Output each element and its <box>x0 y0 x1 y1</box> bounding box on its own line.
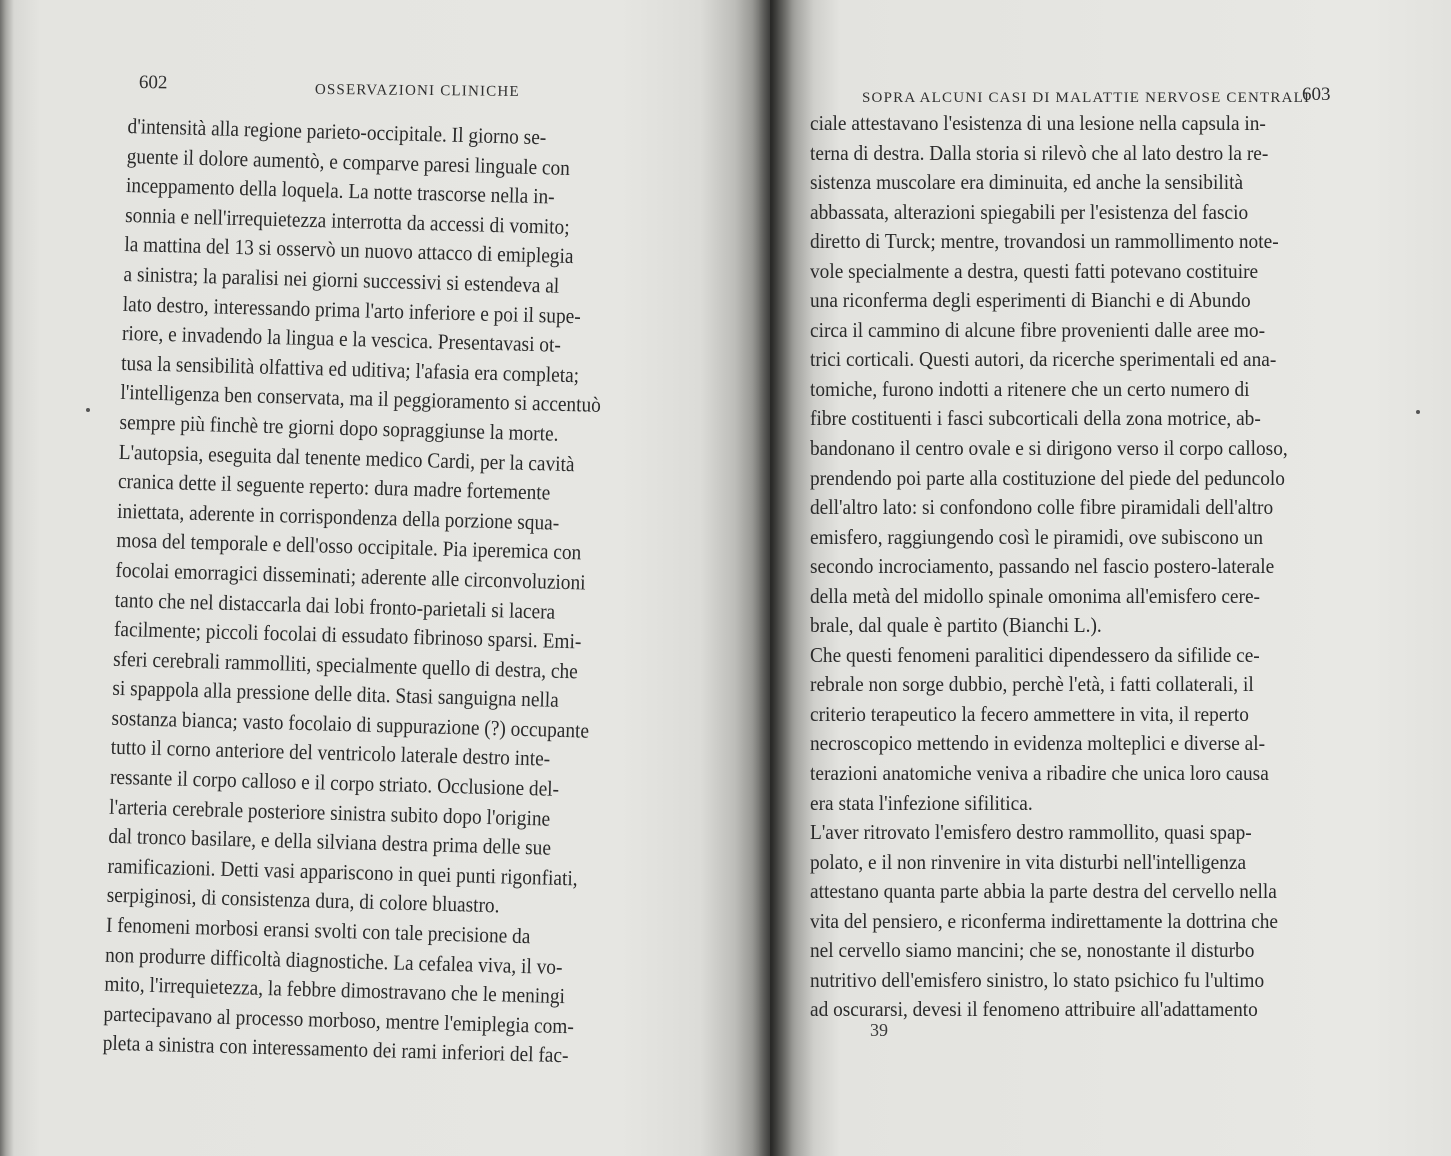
signature-mark: 39 <box>870 1020 888 1040</box>
text-line: si spappola alla pressione delle dita. Stasi sanguigna nella <box>112 676 560 713</box>
text-line: tomiche, furono indotti a ritenere che un certo numero di <box>810 376 1250 401</box>
text-line: dal tronco basilare, e della silviana destra prima delle sue <box>108 823 552 860</box>
text-line: terazioni anatomiche veniva a ribadire che unica loro causa <box>810 761 1269 786</box>
text-line: guente il dolore aumentò, e comparve paresi linguale con <box>126 143 571 180</box>
text-line: secondo incrociamento, passando nel fascio postero-laterale <box>810 554 1275 579</box>
text-line: polato, e il non rinvenire in vita disturbi nell'intelligenza <box>810 849 1247 874</box>
text-line: cranica dette il seguente reperto: dura madre fortemente <box>117 468 551 505</box>
text-line: ciale attestavano l'esistenza di una lesione nella capsula in- <box>810 111 1266 135</box>
text-line: partecipavano al processo morboso, mentre l'emiplegia com- <box>103 1001 575 1039</box>
text-line: sonnia e nell'irrequietezza interrotta da accessi di vomito; <box>124 202 570 239</box>
text-line: d'intensità alla regione parieto-occipitale. Il giorno se- <box>127 113 547 150</box>
left-running-title: OSSERVAZIONI CLINICHE <box>314 81 520 100</box>
text-line: mito, l'irrequietezza, la febbre dimostravano che le meningi <box>104 971 566 1009</box>
text-line: abbassata, alterazioni spiegabili per l'esistenza del fascio <box>810 199 1249 224</box>
text-line: era stata l'infezione sifilitica. <box>810 790 1033 815</box>
text-line: della metà del midollo spinale omonima all'emisfero cere- <box>810 583 1260 608</box>
right-page-number: 603 <box>1302 84 1331 105</box>
text-line: trici corticali. Questi autori, da ricerche sperimentali ed ana- <box>810 347 1277 372</box>
text-line: bandonano il centro ovale e si dirigono verso il corpo calloso, <box>810 436 1288 461</box>
text-line: criterio terapeutico la fecero ammettere in vita, il reperto <box>810 701 1249 726</box>
text-line: circa il cammino di alcune fibre provenienti dalle aree mo- <box>810 317 1266 342</box>
text-line: attestano quanta parte abbia la parte destra del cervello nella <box>810 879 1277 904</box>
text-line: brale, dal quale è partito (Bianchi L.). <box>810 613 1102 638</box>
right-page-text <box>810 109 1360 1025</box>
text-line: iniettata, aderente in corrispondenza della porzione squa- <box>116 498 560 535</box>
left-page-header <box>138 72 559 100</box>
left-page-text <box>102 112 687 1074</box>
text-line: tutto il corno anteriore del ventricolo laterale destro inte- <box>110 735 551 772</box>
text-line: focolai emorragici disseminati; aderente alle circonvoluzioni <box>115 557 586 595</box>
text-line: ramificazioni. Detti vasi appariscono in quei punti rigonfiati, <box>107 853 578 891</box>
paper-speck <box>1416 410 1420 414</box>
text-line: sistenza muscolare era diminuita, ed anche la sensibilità <box>810 170 1244 195</box>
text-line: mosa del temporale e dell'osso occipitale. Pia iperemica con <box>116 528 582 565</box>
text-line: a sinistra; la paralisi nei giorni successivi si estendeva al <box>123 261 560 298</box>
text-line: L'aver ritrovato l'emisfero destro rammollito, quasi spap- <box>810 820 1252 845</box>
text-line: L'autopsia, eseguita dal tenente medico Cardi, per la cavità <box>118 439 575 476</box>
text-line: rebrale non sorge dubbio, perchè l'età, i fatti collaterali, il <box>810 672 1254 697</box>
text-line: l'intelligenza ben conservata, ma il peggioramento si accentuò <box>120 380 602 418</box>
text-line: nel cervello siamo mancini; che se, nonostante il disturbo <box>810 938 1255 963</box>
text-line: tanto che nel distaccarla dai lobi fronto-parietali si lacera <box>114 587 556 624</box>
text-line: prendendo poi parte alla costituzione del piede del peduncolo <box>810 465 1285 490</box>
text-line: sempre più finchè tre giorni dopo sopraggiunse la morte. <box>119 409 559 446</box>
text-line: terna di destra. Dalla storia si rilevò che al lato destro la re- <box>810 140 1269 165</box>
text-line: la mattina del 13 si osservò un nuovo attacco di emiplegia <box>124 232 574 269</box>
text-line: l'arteria cerebrale posteriore sinistra subito dopo l'origine <box>108 794 551 831</box>
text-line: serpiginosi, di consistenza dura, di colore bluastro. <box>106 883 500 918</box>
text-line: ad oscurarsi, devesi il fenomeno attribuire all'adattamento <box>810 997 1258 1022</box>
text-line: diretto di Turck; mentre, trovandosi un rammollimento note- <box>810 229 1279 254</box>
text-line: tusa la sensibilità olfattiva ed uditiva; l'afasia era completa; <box>120 350 580 388</box>
text-line: Che questi fenomeni paralitici dipendessero da sifilide ce- <box>810 642 1260 667</box>
text-line: pleta a sinistra con interessamento dei rami inferiori del fac- <box>102 1031 569 1068</box>
text-line: sostanza bianca; vasto focolaio di suppurazione (?) occupante <box>111 705 590 743</box>
text-line: emisfero, raggiungendo così le piramidi, ove subiscono un <box>810 524 1264 549</box>
paper-speck <box>86 408 90 412</box>
text-line: vita del pensiero, e riconferma indirettamente la dottrina che <box>810 908 1278 933</box>
text-line: riore, e invadendo la lingua e la vescica. Presentavasi ot- <box>121 321 562 357</box>
text-line: ressante il corpo calloso e il corpo striato. Occlusione del- <box>109 764 560 801</box>
right-running-title: SOPRA ALCUNI CASI DI MALATTIE NERVOSE CENTRALI <box>862 90 1311 106</box>
text-line: inceppamento della loquela. La notte trascorse nella in- <box>125 173 555 209</box>
text-line: fibre costituenti i fasci subcorticali della zona motrice, ab- <box>810 406 1261 431</box>
text-line: facilmente; piccoli focolai di essudato fibrinoso sparsi. Emi- <box>113 616 582 654</box>
text-line: I fenomeni morbosi eransi svolti con tale precisione da <box>105 912 531 949</box>
right-page <box>770 0 1451 1156</box>
text-line: necroscopico mettendo in evidenza molteplici e diverse al- <box>810 731 1266 756</box>
text-line: non produrre difficoltà diagnostiche. La cefalea viva, il vo- <box>104 942 563 979</box>
left-page-number: 602 <box>138 72 168 94</box>
text-line: lato destro, interessando prima l'arto inferiore e poi il supe- <box>122 291 582 328</box>
text-line: nutritivo dell'emisfero sinistro, lo stato psichico fu l'ultimo <box>810 967 1265 992</box>
text-line: una riconferma degli esperimenti di Bianchi e di Abundo <box>810 288 1251 313</box>
text-line: vole specialmente a destra, questi fatti potevano costituire <box>810 258 1259 283</box>
text-line: sferi cerebrali rammolliti, specialmente quello di destra, che <box>112 646 579 684</box>
text-line: dell'altro lato: si confondono colle fibre piramidali dell'altro <box>810 495 1274 520</box>
book-gutter <box>752 0 792 1156</box>
